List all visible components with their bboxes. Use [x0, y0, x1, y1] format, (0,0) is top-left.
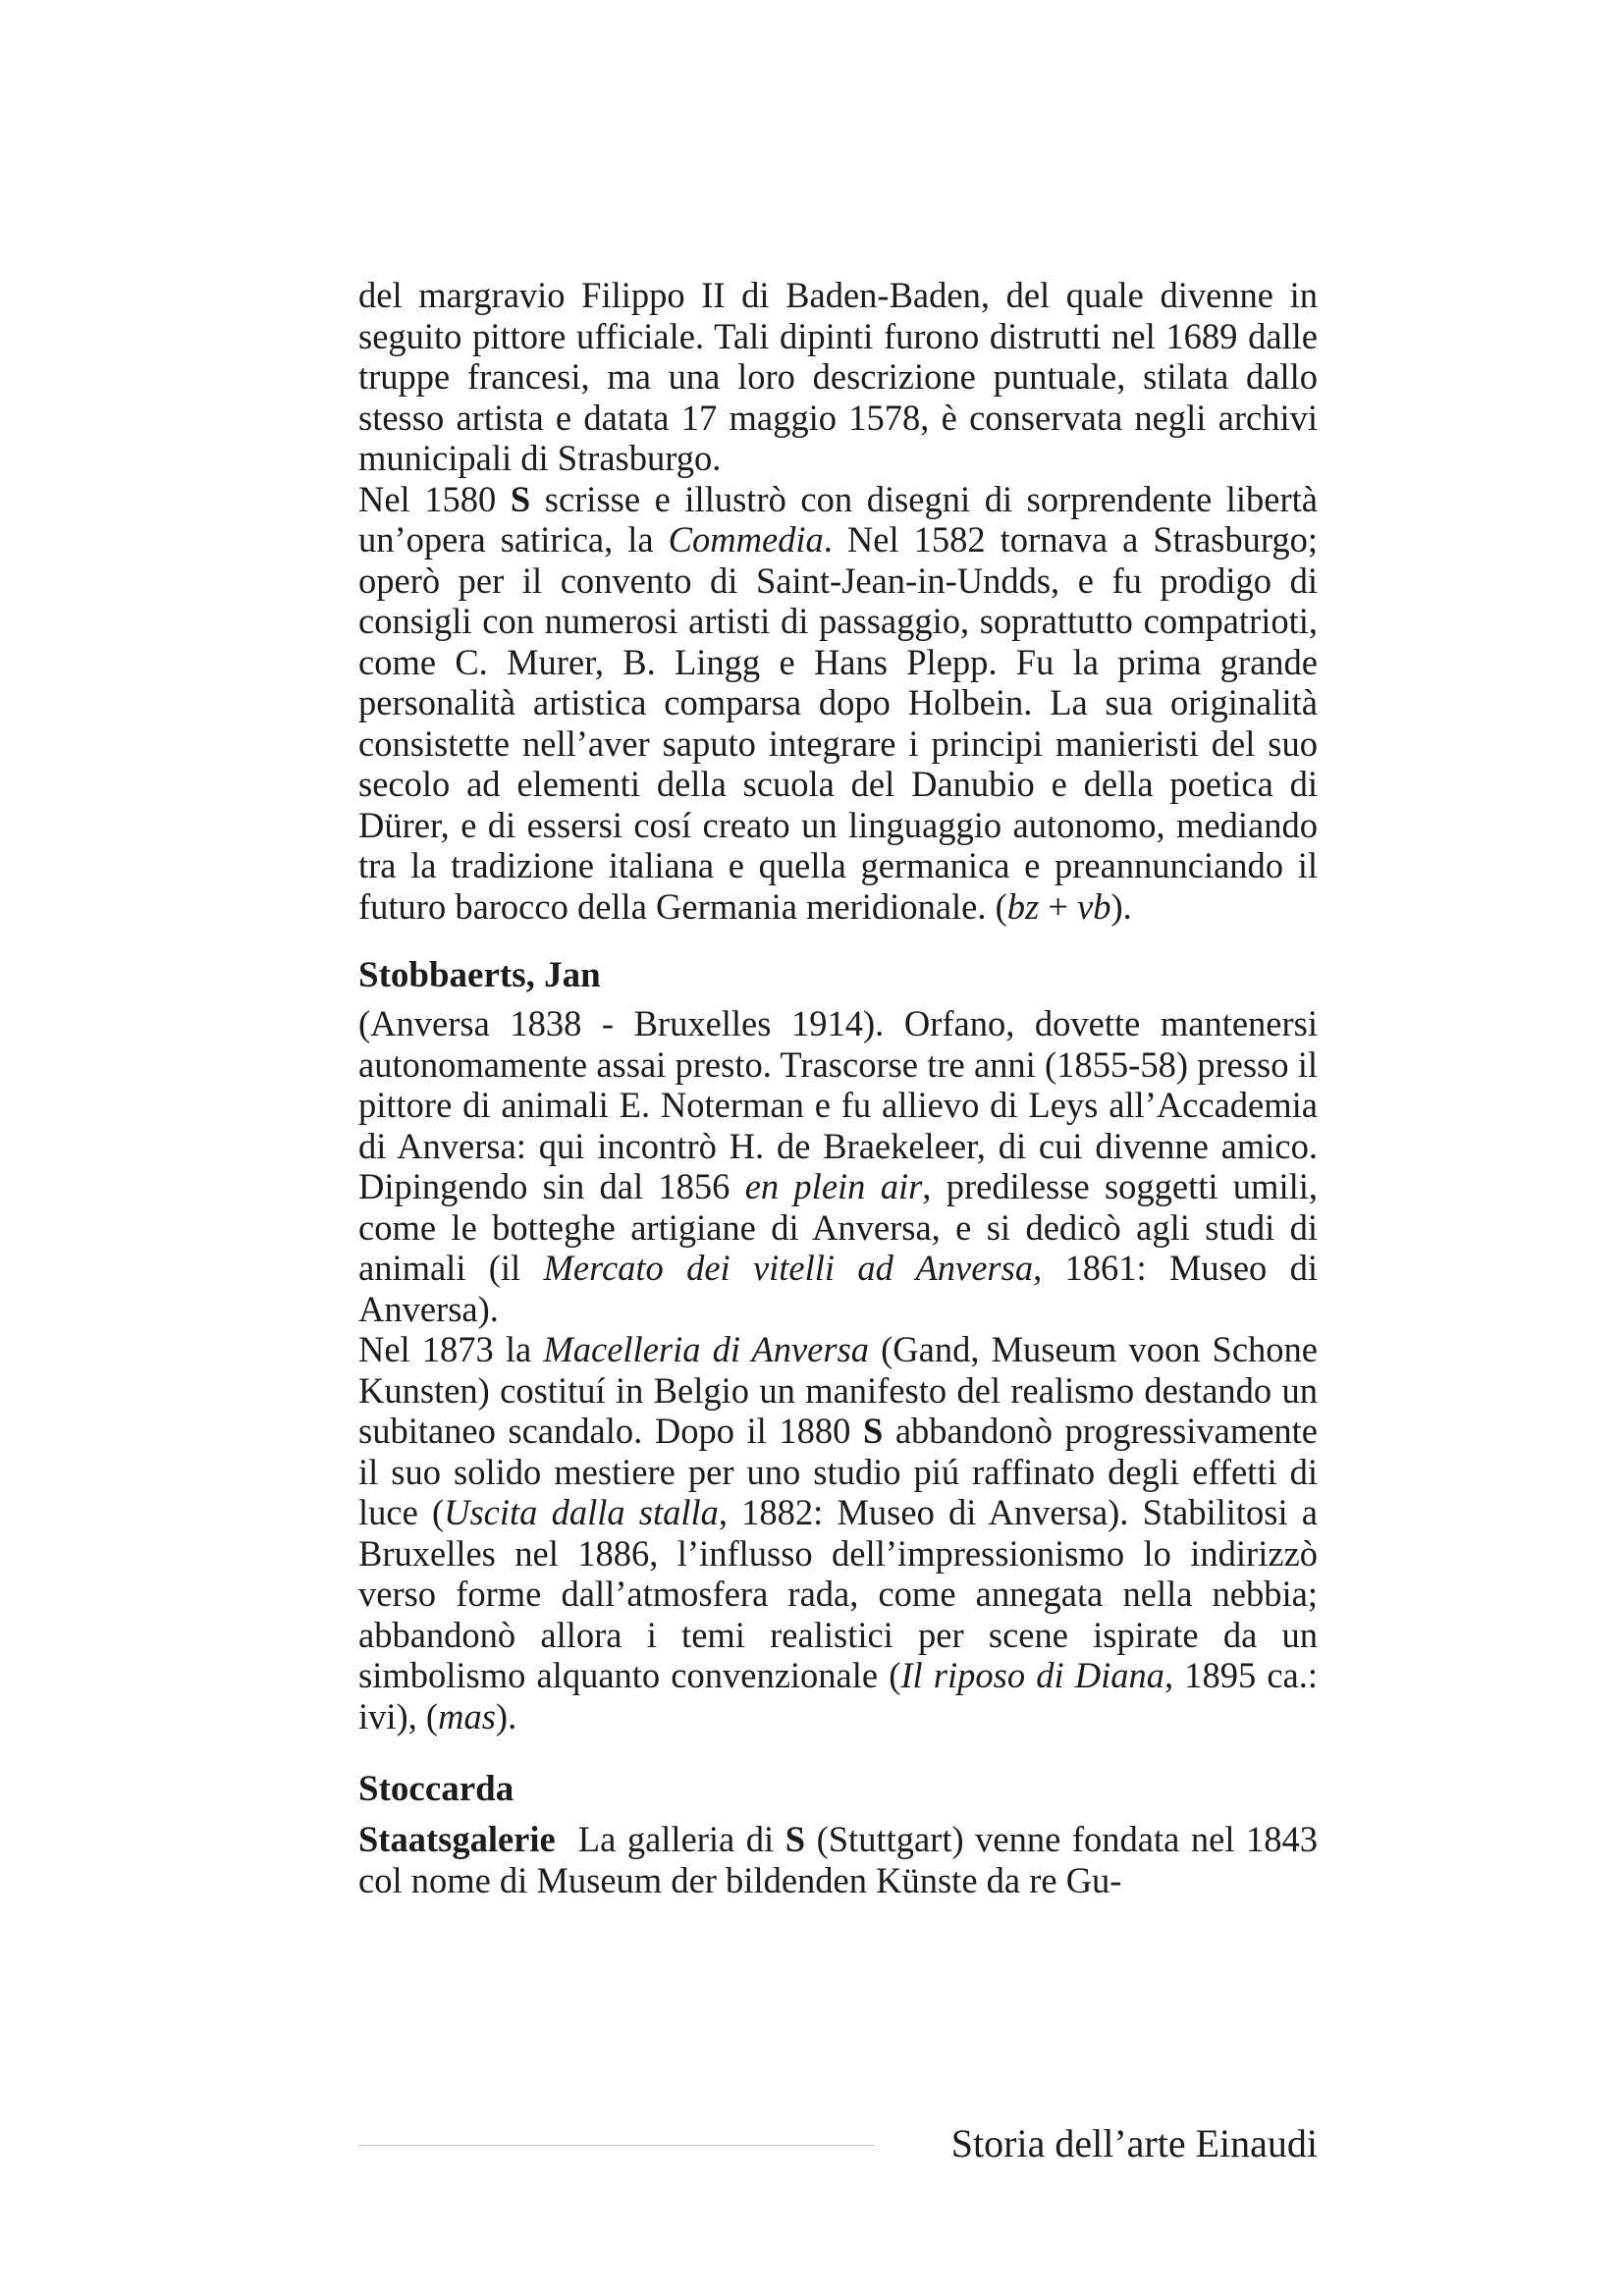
footer-rule [358, 2145, 874, 2146]
paragraph-stobbaerts-later: Nel 1873 la Macelleria di Anversa (Gand, Museum voon Schone Kunsten) costituí in Belgio un manifesto del realismo destando un subitaneo scandalo. Dopo il 1880 S abbandonò progressivamente il suo solido mestiere per uno studio piú raffinato degli effetti di luce (Uscita dalla stalla, 1882: Museo di Anversa). Stabilitosi a Bruxelles nel 1886, l’influsso dell’impressionismo lo indirizzò verso forme dall’atmosfera rada, come annegata nella nebbia; abbandonò allora i temi realistici per scene ispirate da un simbolismo alquanto convenzionale (Il riposo di Diana, 1895 ca.: ivi), (mas). [358, 1329, 1319, 1736]
page-body [358, 275, 1318, 1900]
footer-publisher-text: Storia dell’arte Einaudi [950, 2121, 1318, 2165]
paragraph-baden-paintings: del margravio Filippo II di Baden-Baden, del quale divenne in seguito pittore ufficiale. Tali dipinti furono distrutti nel 1689 dalle truppe francesi, ma una loro descrizione puntuale, stilata dallo stesso artista e datata 17 maggio 1578, è conservata negli archivi municipali di Strasburgo. [358, 275, 1318, 478]
entry-title-stobbaerts: Stobbaerts, Jan [358, 955, 601, 995]
paragraph-stobbaerts-early: (Anversa 1838 - Bruxelles 1914). Orfano, dovette mantenersi autonomamente assai presto. Trascorse tre anni (1855-58) presso il pittore di animali E. Noterman e fu allievo di Leys all’Accademia di Anversa: qui incontrò H. de Braekeleer, di cui divenne amico. Dipingendo sin dal 1856 en plein air, predilesse soggetti umili, come le botteghe artigiane di Anversa, e si dedicò agli studi di animali (il Mercato dei vitelli ad Anversa, 1861: Museo di Anversa). [358, 1003, 1318, 1329]
paragraph-staatsgalerie: Staatsgalerie La galleria di S (Stuttgart) venne fondata nel 1843 col nome di Museum der bildenden Künste da re Gu- [358, 1819, 1318, 1900]
entry-title-stoccarda: Stoccarda [358, 1769, 514, 1809]
paragraph-commedia: Nel 1580 S scrisse e illustrò con disegni di sorprendente libertà un’opera satirica, la Commedia. Nel 1582 tornava a Strasburgo; operò per il convento di Saint-Jean-in-Undds, e fu prodigo di consigli con numerosi artisti di passaggio, soprattutto compatrioti, come C. Murer, B. Lingg e Hans Plepp. Fu la prima grande personalità artistica comparsa dopo Holbein. La sua originalità consistette nell’aver saputo integrare i principi manieristi del suo secolo ad elementi della scuola del Danubio e della poetica di Dürer, e di essersi cosí creato un linguaggio autonomo, mediando tra la tradizione italiana e quella germanica e preannunciando il futuro barocco della Germania meridionale. (bz + vb). [358, 478, 1318, 927]
